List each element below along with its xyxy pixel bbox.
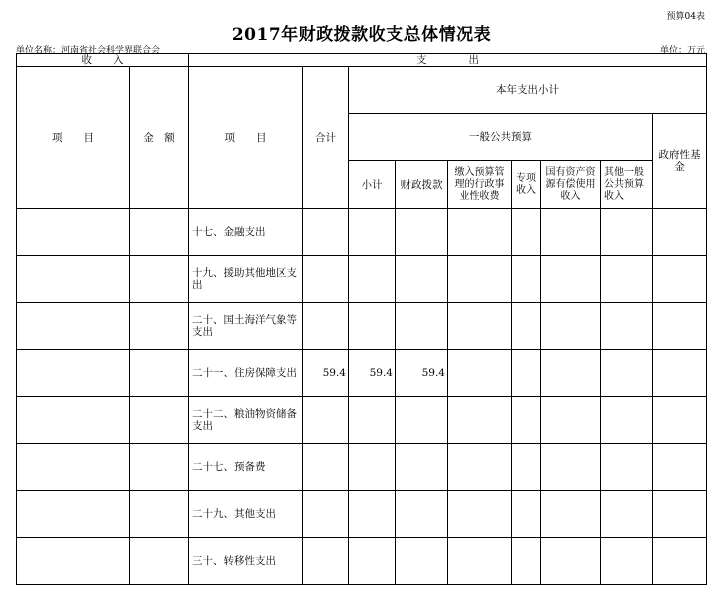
table-row xyxy=(17,491,707,538)
other-general-cell xyxy=(601,444,653,491)
income-item-cell xyxy=(17,256,130,303)
subtotal-cell xyxy=(349,397,396,444)
income-amount-cell xyxy=(130,350,189,397)
income-amount-cell xyxy=(130,303,189,350)
gov-fund-cell xyxy=(653,256,707,303)
fiscal-appropriation-cell xyxy=(396,303,448,350)
expense-item-cell: 十九、援助其他地区支出 xyxy=(189,256,303,303)
special-income-cell xyxy=(512,491,541,538)
state-asset-income-cell xyxy=(541,303,601,350)
subtotal-cell xyxy=(349,538,396,585)
total-cell xyxy=(303,491,349,538)
gov-fund-cell xyxy=(653,444,707,491)
table-row xyxy=(17,350,707,397)
fiscal-appropriation-cell: 59.4 xyxy=(396,350,448,397)
total-header: 合计 xyxy=(303,67,349,209)
gov-fund-cell xyxy=(653,303,707,350)
income-amount-cell xyxy=(130,444,189,491)
other-general-cell xyxy=(601,256,653,303)
special-income-cell xyxy=(512,303,541,350)
total-cell xyxy=(303,538,349,585)
expense-item-cell: 二十九、其他支出 xyxy=(189,491,303,538)
total-cell xyxy=(303,303,349,350)
expense-item-cell: 十七、金融支出 xyxy=(189,209,303,256)
expense-item-cell: 二十二、粮油物资储备支出 xyxy=(189,397,303,444)
gov-fund-cell xyxy=(653,491,707,538)
table-row xyxy=(17,303,707,350)
expense-item-cell: 二十一、住房保障支出 xyxy=(189,350,303,397)
special-income-cell xyxy=(512,538,541,585)
state-asset-income-cell xyxy=(541,491,601,538)
admin-fees-cell xyxy=(448,538,512,585)
subtotal-cell xyxy=(349,491,396,538)
other-general-cell xyxy=(601,303,653,350)
form-code: 预算04表 xyxy=(666,12,705,22)
other-general-cell xyxy=(601,209,653,256)
income-amount-cell xyxy=(130,256,189,303)
gov-fund-header: 政府性基金 xyxy=(653,114,707,209)
state-asset-income-cell xyxy=(541,444,601,491)
expense-item-header: 项 目 xyxy=(189,67,303,209)
special-income-cell xyxy=(512,444,541,491)
income-amount-header: 金 额 xyxy=(130,67,189,209)
income-item-cell xyxy=(17,350,130,397)
fiscal-appropriation-cell xyxy=(396,491,448,538)
other-general-cell xyxy=(601,538,653,585)
admin-fees-header: 缴入预算管理的行政事业性收费 xyxy=(448,161,512,209)
subtotal-cell xyxy=(349,209,396,256)
subtotal-cell xyxy=(349,303,396,350)
state-asset-income-cell xyxy=(541,397,601,444)
gov-fund-cell xyxy=(653,538,707,585)
unit-label: 单位：万元 xyxy=(659,46,705,56)
fiscal-appropriation-cell xyxy=(396,538,448,585)
general-budget-header: 一般公共预算 xyxy=(349,114,653,161)
special-income-cell xyxy=(512,209,541,256)
income-item-cell xyxy=(17,491,130,538)
table-row xyxy=(17,444,707,491)
income-amount-cell xyxy=(130,209,189,256)
state-asset-income-cell xyxy=(541,256,601,303)
admin-fees-cell xyxy=(448,303,512,350)
income-item-cell xyxy=(17,444,130,491)
total-cell xyxy=(303,256,349,303)
table-row xyxy=(17,256,707,303)
current-year-header: 本年支出小计 xyxy=(349,67,707,114)
total-cell xyxy=(303,397,349,444)
other-general-cell xyxy=(601,350,653,397)
total-cell xyxy=(303,444,349,491)
state-asset-income-header: 国有资产资源有偿使用收入 xyxy=(541,161,601,209)
admin-fees-cell xyxy=(448,491,512,538)
subtotal-cell xyxy=(349,256,396,303)
income-item-cell xyxy=(17,397,130,444)
income-amount-cell xyxy=(130,538,189,585)
special-income-header: 专项收入 xyxy=(512,161,541,209)
total-cell: 59.4 xyxy=(303,350,349,397)
special-income-cell xyxy=(512,256,541,303)
table-row xyxy=(17,538,707,585)
fiscal-appropriation-cell xyxy=(396,256,448,303)
expense-item-cell: 二十七、预备费 xyxy=(189,444,303,491)
state-asset-income-cell xyxy=(541,350,601,397)
fiscal-appropriation-cell xyxy=(396,397,448,444)
income-header: 收 入 xyxy=(17,54,189,67)
other-general-cell xyxy=(601,491,653,538)
state-asset-income-cell xyxy=(541,538,601,585)
subtotal-cell xyxy=(349,444,396,491)
subtotal-header: 小计 xyxy=(349,161,396,209)
fiscal-appropriation-cell xyxy=(396,444,448,491)
other-general-cell xyxy=(601,397,653,444)
admin-fees-cell xyxy=(448,444,512,491)
gov-fund-cell xyxy=(653,350,707,397)
income-item-cell xyxy=(17,538,130,585)
income-amount-cell xyxy=(130,491,189,538)
expense-item-cell: 二十、国土海洋气象等支出 xyxy=(189,303,303,350)
budget-table xyxy=(16,53,707,585)
admin-fees-cell xyxy=(448,209,512,256)
page-title: 2017年财政拨款收支总体情况表 xyxy=(231,25,492,45)
fiscal-appropriation-cell xyxy=(396,209,448,256)
special-income-cell xyxy=(512,350,541,397)
fiscal-appropriation-header: 财政拨款 xyxy=(396,161,448,209)
unit-name: 单位名称：河南省社会科学界联合会 xyxy=(16,46,161,56)
income-amount-cell xyxy=(130,397,189,444)
other-general-header: 其他一般公共预算收入 xyxy=(601,161,653,209)
state-asset-income-cell xyxy=(541,209,601,256)
table-row xyxy=(17,397,707,444)
income-item-cell xyxy=(17,303,130,350)
subtotal-cell: 59.4 xyxy=(349,350,396,397)
table-row xyxy=(17,209,707,256)
expense-item-cell: 三十、转移性支出 xyxy=(189,538,303,585)
admin-fees-cell xyxy=(448,350,512,397)
income-item-cell xyxy=(17,209,130,256)
admin-fees-cell xyxy=(448,256,512,303)
income-item-header: 项 目 xyxy=(17,67,130,209)
gov-fund-cell xyxy=(653,209,707,256)
admin-fees-cell xyxy=(448,397,512,444)
special-income-cell xyxy=(512,397,541,444)
expense-header: 支 出 xyxy=(189,54,707,67)
total-cell xyxy=(303,209,349,256)
gov-fund-cell xyxy=(653,397,707,444)
